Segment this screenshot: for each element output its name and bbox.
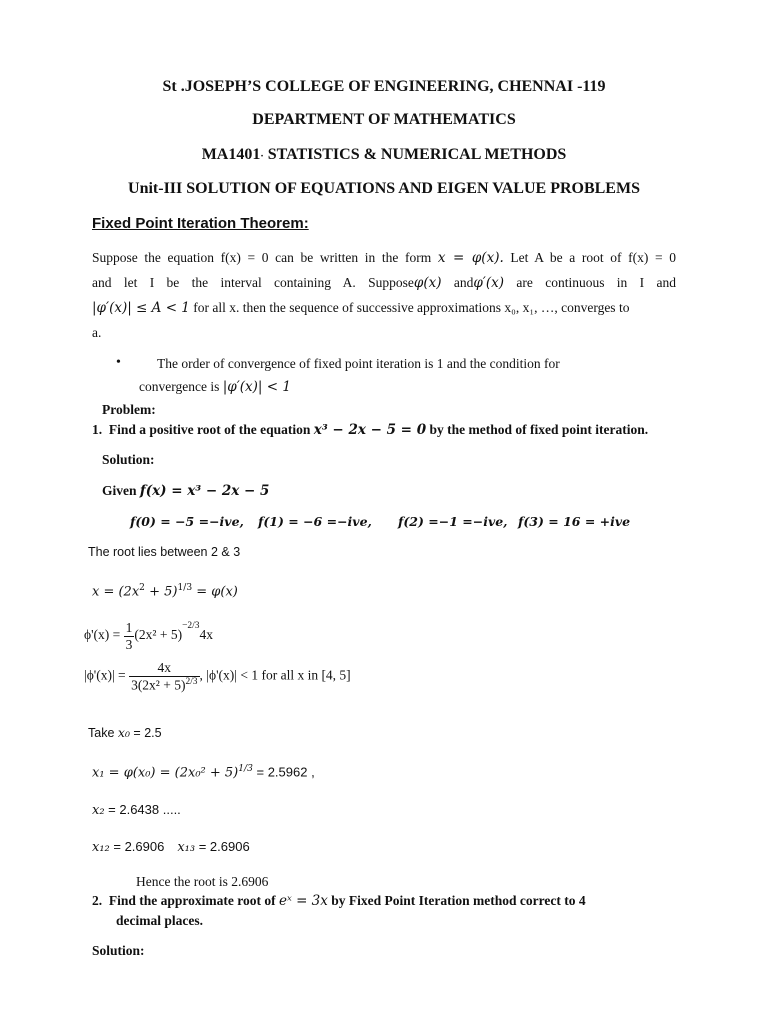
abs-left: |ϕ'(x)| = (84, 667, 126, 683)
question-text: by the method of fixed point iteration. (426, 422, 649, 437)
abs-condition: , |ϕ'(x)| < 1 for all x in [4, 5] (199, 667, 351, 683)
root-between: The root lies between 2 & 3 (88, 545, 241, 559)
x2-value: = 2.6438 ..... (104, 802, 181, 817)
solution-2-label: Solution: (92, 943, 145, 958)
fraction-numerator: 1 (125, 620, 133, 635)
theorem-math: φ(x) (413, 275, 442, 291)
take-line (88, 725, 162, 740)
abs-fraction (129, 660, 199, 693)
department-title: DEPARTMENT OF MATHEMATICS (252, 111, 516, 128)
value-f2: f(2) =−1 =−ive, (398, 514, 508, 529)
x1-math: x₁ = φ(x₀) = (2x₀² + 5) (92, 765, 239, 781)
course-name: STATISTICS & NUMERICAL METHODS (263, 146, 567, 163)
hence-line: Hence the root is 2.6906 (136, 874, 269, 889)
theorem-text: Let A be a root of f(x) = 0 (503, 250, 677, 265)
question-2 (92, 893, 586, 909)
fraction-denominator: 3 (125, 636, 133, 652)
abs-denominator-exponent: 2/3 (185, 676, 198, 687)
question-number: 1. (92, 422, 103, 437)
theorem-line-3 (92, 300, 676, 316)
x-eq-left: x = (2x (92, 584, 140, 600)
theorem-text: and (441, 275, 474, 290)
fraction-denominator (129, 676, 199, 693)
fraction-numerator: 4x (157, 660, 172, 675)
derivative-right: (2x² + 5) (134, 627, 183, 643)
x13-value: = 2.6906 (195, 839, 250, 854)
bullet-text-1: The order of convergence of fixed point iteration is 1 and the condition for (157, 356, 560, 371)
question-math: x³ − 2x − 5 = 0 (313, 422, 427, 438)
course-code: MA1401 (201, 146, 261, 163)
bullet-math: |φ′(x)| < 1 (222, 379, 291, 395)
value-f1: f(1) = −6 =−ive, (258, 514, 372, 529)
x1-exponent: 1/3 (238, 764, 253, 774)
take-label: Take (88, 726, 118, 740)
take-value: = 2.5 (129, 726, 162, 740)
question-number: 2. (92, 893, 103, 908)
bullet-text: convergence is (139, 379, 223, 394)
take-math: x₀ (117, 725, 130, 740)
question-math: eˣ = 3x (279, 893, 328, 909)
problem-label: Problem: (102, 402, 156, 417)
abs-derivative-line (84, 660, 351, 693)
theorem-math: x = φ(x). (437, 250, 504, 266)
theorem-heading: Fixed Point Iteration Theorem: (92, 215, 309, 232)
x-eq-end: = φ(x) (192, 584, 238, 600)
question-text: Find a positive root of the equation (108, 422, 314, 437)
given-line (102, 483, 269, 499)
bullet-text-2 (139, 379, 291, 395)
x1-value: = 2.5962 , (252, 764, 315, 780)
derivative-exponent: −2/3 (182, 620, 200, 631)
question-1 (92, 422, 648, 438)
question-2-cont: decimal places. (116, 913, 203, 928)
given-label: Given (102, 483, 140, 498)
theorem-text: are continuous in I and (504, 275, 676, 290)
solution-label: Solution: (102, 452, 155, 467)
theorem-line-2 (92, 275, 676, 291)
theorem-text: and let I be the interval containing A. Suppose (92, 275, 414, 290)
course-sep: · (260, 151, 264, 162)
x12-math: x₁₂ (92, 840, 110, 855)
x12-value: = 2.6906 (109, 839, 165, 854)
course-title (0, 146, 768, 164)
derivative-tail: 4x (199, 627, 213, 643)
question-text: Find the approximate root of (108, 893, 279, 908)
theorem-line-1 (92, 250, 676, 266)
value-f0: f(0) = −5 =−ive, (130, 514, 244, 529)
x1-line (92, 764, 315, 780)
theorem-text: Suppose the equation f(x) = 0 can be written in the form (92, 250, 438, 265)
x2-math: x₂ (92, 803, 105, 818)
x12-x13-line (92, 839, 250, 855)
bullet-dot: • (116, 355, 121, 370)
college-title: St .JOSEPH’S COLLEGE OF ENGINEERING, CHENNAI -119 (162, 78, 606, 95)
x-eq-right: + 5) (144, 584, 178, 600)
given-math: f(x) = x³ − 2x − 5 (139, 483, 270, 499)
derivative-fraction (124, 620, 135, 652)
x2-line (92, 802, 181, 818)
question-text: by Fixed Point Iteration method correct to 4 (327, 893, 586, 908)
value-f3: f(3) = 16 = +ive (518, 514, 631, 529)
derivative-line (84, 620, 213, 652)
theorem-text: for all x. then the sequence of successive approximations x₀, x₁, …, converges to (189, 300, 630, 315)
theorem-math: φ′(x) (473, 275, 505, 291)
abs-denominator: 3(2x² + 5) (131, 677, 186, 693)
derivative-left: ϕ'(x) = (84, 627, 121, 643)
theorem-math: |φ′(x)| ≤ A < 1 (92, 300, 190, 316)
theorem-line-4: a. (92, 325, 102, 340)
x13-math: x₁₃ (177, 840, 196, 855)
x-equation: $x = (2x^2 + 5)^{1/3} = \varphi(x)$ (92, 583, 238, 600)
unit-title: Unit-III SOLUTION OF EQUATIONS AND EIGEN VALUE PROBLEMS (128, 180, 640, 197)
